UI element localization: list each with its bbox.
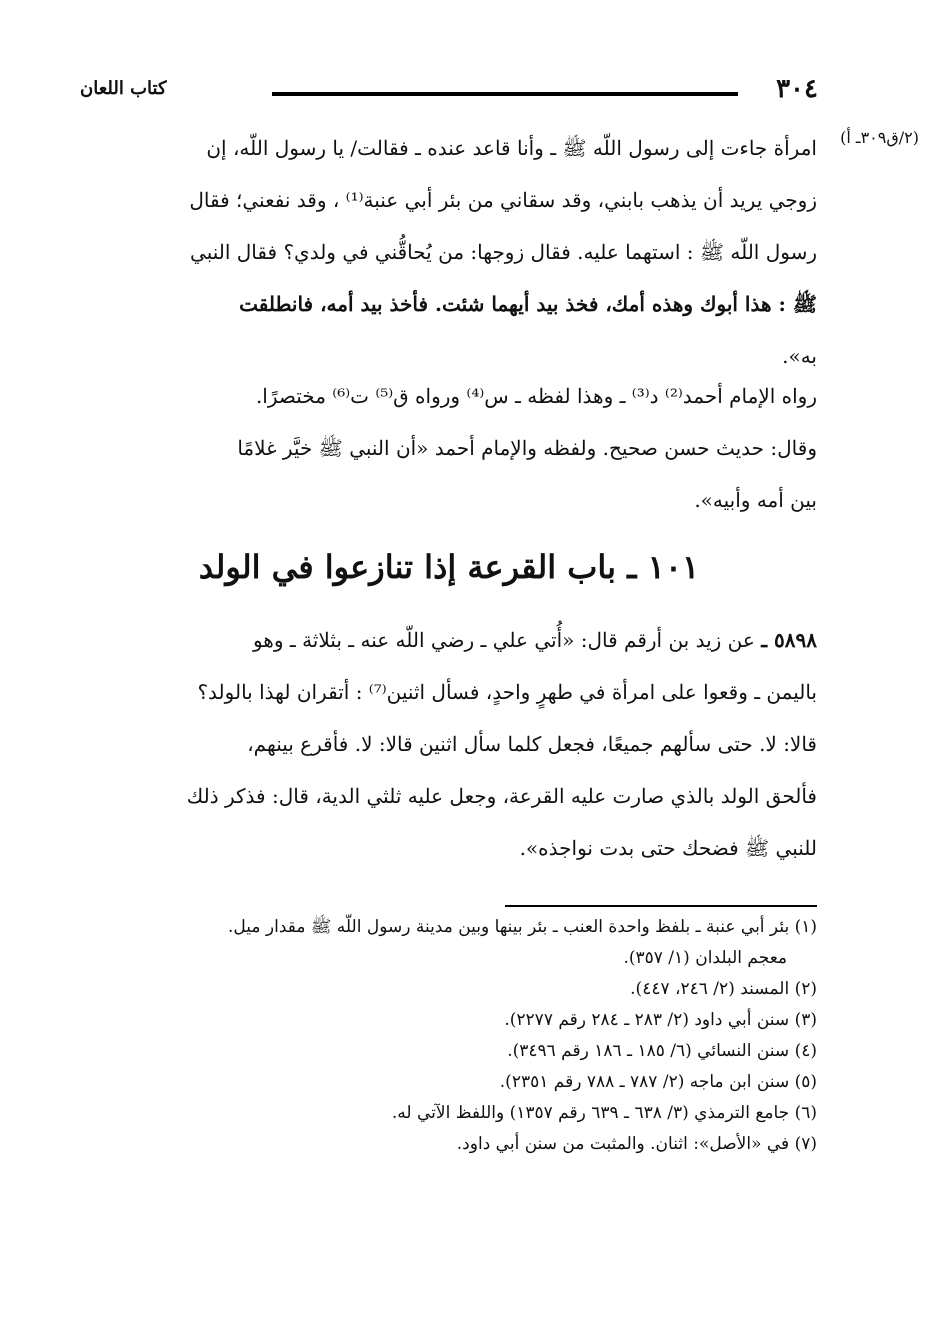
page-header <box>80 74 818 108</box>
page-number: ٣٠٤ <box>776 74 818 104</box>
text-line: بين أمه وأبيه». <box>694 488 817 512</box>
footnote-2: (٢) المسند (٢/ ٢٤٦، ٤٤٧). <box>630 979 817 999</box>
text-line: فألحق الولد بالذي صارت عليه القرعة، وجعل عليه ثلثي الدية، قال: فذكر ذلك <box>186 784 817 808</box>
hadith-1-text <box>105 122 817 382</box>
footnote-6: (٦) جامع الترمذي (٣/ ٦٣٨ ـ ٦٣٩ رقم ١٣٥٧) واللفظ الآتي له. <box>391 1103 817 1123</box>
footnote-3: (٣) سنن أبي داود (٢/ ٢٨٣ ـ ٢٨٤ رقم ٢٢٧٧). <box>504 1010 817 1030</box>
footnote-5: (٥) سنن ابن ماجه (٢/ ٧٨٧ ـ ٧٨٨ رقم ٢٣٥١). <box>499 1072 817 1092</box>
chapter-heading: ١٠١ ـ باب القرعة إذا تنازعوا في الولد <box>198 548 700 586</box>
hadith-number: ٥٨٩٨ ـ <box>761 628 817 652</box>
text-line: زوجي يريد أن يذهب بابني، وقد سقاني من بئر أبي عنبة⁽¹⁾ ، وقد نفعني؛ فقال <box>189 188 817 212</box>
footnote-separator <box>505 905 817 907</box>
text-line: ﷺ : هذا أبوك وهذه أمك، فخذ بيد أيهما شئت. فأخذ بيد أمه، فانطلقت <box>239 292 817 316</box>
footnotes <box>87 912 817 1160</box>
text-line: وقال: حديث حسن صحيح. ولفظه والإمام أحمد «أن النبي ﷺ خيَّر غلامًا <box>237 436 817 460</box>
footnote-7: (٧) في «الأصل»: اثنان. والمثبت من سنن أبي داود. <box>456 1134 817 1154</box>
header-rule <box>272 92 738 96</box>
hadith-text-start: عن زيد بن أرقم قال: «أُتي علي ـ رضي اللّه عنه ـ بثلاثة ـ وهو <box>252 628 755 652</box>
manuscript-marginal-ref: (٢/ق٣٠٩ـ أ) <box>840 128 919 147</box>
text-line: امرأة جاءت إلى رسول اللّه ﷺ ـ وأنا قاعد عنده ـ فقالت/ يا رسول اللّه، إن <box>206 136 817 160</box>
text-line: قالا: لا. حتى سألهم جميعًا، فجعل كلما سأل اثنين قالا: لا. فأقرع بينهم، <box>247 732 817 756</box>
text-line: رسول اللّه ﷺ : استهما عليه. فقال زوجها: من يُحاقُّني في ولدي؟ فقال النبي <box>190 240 817 264</box>
text-line: للنبي ﷺ فضحك حتى بدت نواجذه». <box>519 836 817 860</box>
text-line <box>105 614 817 666</box>
text-line: به». <box>782 344 817 368</box>
footnote-4: (٤) سنن النسائي (٦/ ١٨٥ ـ ١٨٦ رقم ٣٤٩٦). <box>507 1041 817 1061</box>
book-title: كتاب اللعان <box>80 78 167 99</box>
text-line: رواه الإمام أحمد⁽²⁾ د⁽³⁾ ـ وهذا لفظه ـ س⁽⁴⁾ ورواه ق⁽⁵⁾ ت⁽⁶⁾ مختصرًا. <box>255 384 817 408</box>
footnote-1-continued: معجم البلدان (١/ ٣٥٧). <box>623 948 787 968</box>
hadith-2-text <box>105 614 817 874</box>
text-line: باليمن ـ وقعوا على امرأة في طهرٍ واحدٍ، فسأل اثنين⁽⁷⁾ : أتقران لهذا بالولد؟ <box>197 680 817 704</box>
footnote-1: (١) بئر أبي عنبة ـ بلفظ واحدة العنب ـ بئر بينها وبين مدينة رسول اللّه ﷺ مقدار ميل. <box>227 917 817 937</box>
takhrij-text <box>105 370 817 526</box>
